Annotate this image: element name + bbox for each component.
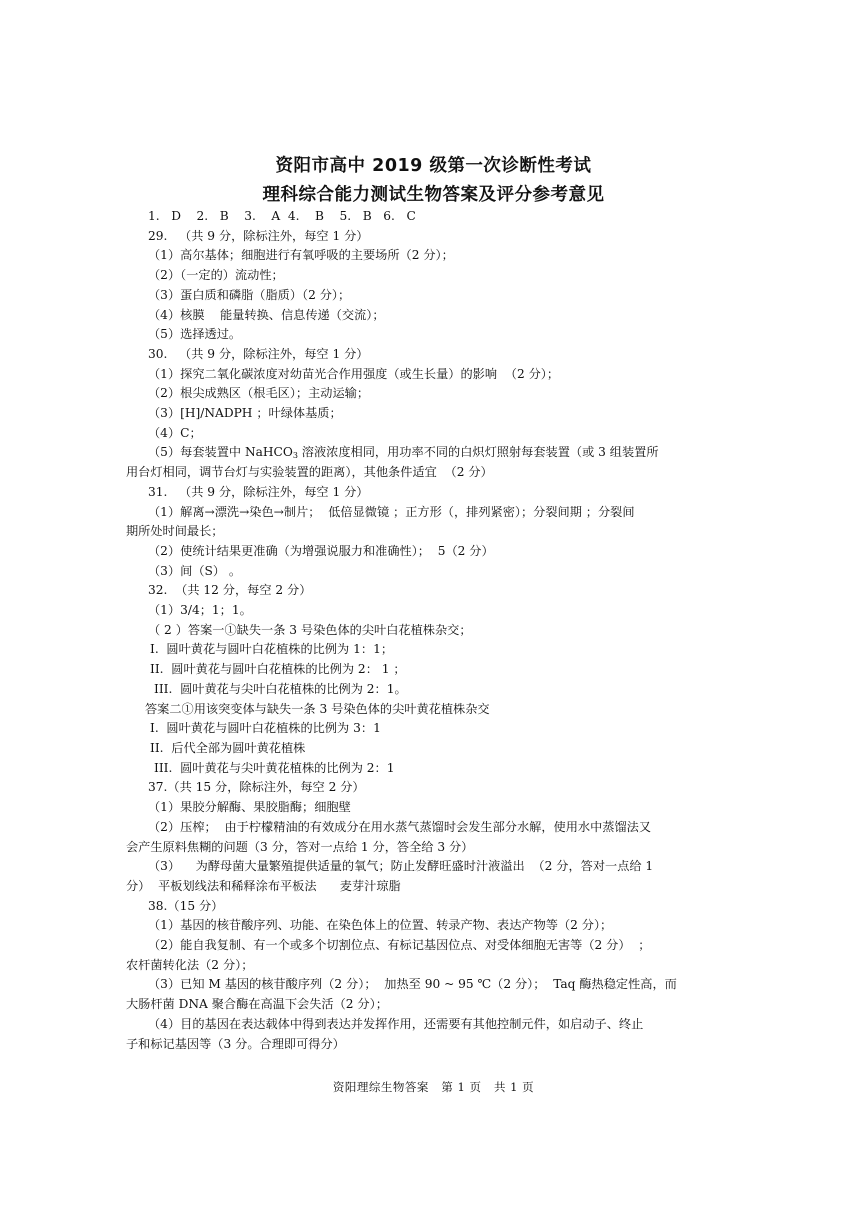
choice-answers: 1. D 2. B 3. A 4. B 5. B 6. C bbox=[148, 209, 416, 223]
q38-item-continued: 大肠杆菌 DNA 聚合酶在高温下会失活（2 分）； bbox=[126, 997, 388, 1012]
q37-header: 37.（共 15 分，除标注外，每空 2 分） bbox=[148, 780, 365, 795]
q29-item: （5）选择透过。 bbox=[148, 327, 242, 342]
q30-item5-post: 溶液浓度相同，用功率不同的白炽灯照射每套装置（或 3 组装置所 bbox=[297, 445, 659, 460]
q30-item5-subscript: 3 bbox=[292, 451, 298, 461]
q29-item: （3）蛋白质和磷脂（脂质）（2 分）； bbox=[148, 287, 351, 302]
answer-body bbox=[126, 207, 740, 1054]
q31-header: 31. （共 9 分，除标注外，每空 1 分） bbox=[148, 484, 369, 499]
q32-header: 32. （共 12 分，每空 2 分） bbox=[148, 583, 312, 598]
q30-item: （2）根尖成熟区（根毛区）；主动运输； bbox=[148, 386, 370, 401]
q31-item-continued: 期所处时间最长； bbox=[126, 524, 224, 539]
q30-item: （3）[H]/NADPH ；叶绿体基质； bbox=[148, 406, 342, 421]
q29-item: （1）高尔基体；细胞进行有氧呼吸的主要场所（2 分）； bbox=[148, 248, 454, 263]
q37-item-continued: 分） 平板划线法和稀释涂布平板法 麦芽汁琼脂 bbox=[126, 878, 401, 893]
q32-item: （ 2 ）答案一①缺失一条 3 号染色体的尖叶白花植株杂交； bbox=[148, 622, 472, 637]
q32-plan2-result: III. 圆叶黄花与尖叶黄花植株的比例为 2：1 bbox=[154, 760, 395, 775]
q30-item: （4）C； bbox=[148, 425, 202, 440]
q31-item: （2）使统计结果更准确（为增强说服力和准确性）； 5（2 分） bbox=[148, 543, 494, 558]
q32-item: （1）3/4；1；1。 bbox=[148, 603, 252, 618]
q32-plan1-result: II. 圆叶黄花与圆叶白花植株的比例为 2： 1 ； bbox=[150, 662, 406, 677]
q38-item: （1）基因的核苷酸序列、功能、在染色体上的位置、转录产物、表达产物等（2 分）； bbox=[148, 918, 613, 933]
q32-plan1-result: I. 圆叶黄花与圆叶白花植株的比例为 1：1； bbox=[150, 642, 394, 657]
q38-item-continued: 农杆菌转化法（2 分）； bbox=[126, 957, 254, 972]
q38-item: （4）目的基因在表达载体中得到表达并发挥作用，还需要有其他控制元件，如启动子、终止 bbox=[148, 1016, 644, 1031]
q38-item-continued: 子和标记基因等（3 分。合理即可得分） bbox=[126, 1036, 345, 1051]
q38-item: （3）已知 M 基因的核苷酸序列（2 分）； 加热至 90 ~ 95 ℃（2 分）； Taq 酶热稳定性高，而 bbox=[148, 977, 677, 992]
q37-item: （3） 为酵母菌大量繁殖提供适量的氧气；防止发酵旺盛时汁液溢出 （2 分，答对一点给 1 bbox=[148, 859, 654, 874]
q29-item: （2）（一定的）流动性； bbox=[148, 268, 284, 283]
q30-item5-pre: （5）每套装置中 NaHCO bbox=[148, 445, 293, 460]
q32-plan2-header: 答案二①用该突变体与缺失一条 3 号染色体的尖叶黄花植株杂交 bbox=[145, 701, 490, 716]
q38-header: 38.（15 分） bbox=[148, 898, 224, 913]
q30-item5-continued: 用台灯相同，调节台灯与实验装置的距离），其他条件适宜 （2 分） bbox=[126, 465, 493, 480]
q37-item: （1）果胶分解酶、果胶脂酶；细胞壁 bbox=[148, 800, 351, 815]
q29-header: 29. （共 9 分，除标注外，每空 1 分） bbox=[148, 228, 369, 243]
document-title: 资阳市高中 2019 级第一次诊断性考试 bbox=[275, 156, 592, 176]
q38-item: （2）能自我复制、有一个或多个切割位点、有标记基因位点、对受体细胞无害等（2 分） ； bbox=[148, 938, 651, 953]
q32-plan2-result: I. 圆叶黄花与圆叶白花植株的比例为 3：1 bbox=[150, 721, 381, 736]
page-footer: 资阳理综生物答案 第 1 页 共 1 页 bbox=[332, 1080, 535, 1094]
document-subtitle: 理科综合能力测试生物答案及评分参考意见 bbox=[262, 185, 605, 205]
q32-plan2-result: II. 后代全部为圆叶黄花植株 bbox=[150, 740, 306, 755]
q31-item: （1）解离→漂洗→染色→制片； 低倍显微镜 ；正方形（，排列紧密）；分裂间期 ；分裂间 bbox=[148, 504, 635, 519]
q30-header: 30. （共 9 分，除标注外，每空 1 分） bbox=[148, 346, 369, 361]
q31-item: （3）间（S） 。 bbox=[148, 563, 242, 578]
q30-item: （1）探究二氧化碳浓度对幼苗光合作用强度（或生长量）的影响 （2 分）； bbox=[148, 366, 560, 381]
q37-item-continued: 会产生原料焦糊的问题（3 分，答对一点给 1 分，答全给 3 分） bbox=[126, 839, 474, 854]
q29-item: （4）核膜 能量转换、信息传递（交流）； bbox=[148, 307, 385, 322]
q30-item-5 bbox=[126, 443, 740, 463]
q37-item: （2）压榨； 由于柠檬精油的有效成分在用水蒸气蒸馏时会发生部分水解，使用水中蒸馏法又 bbox=[148, 819, 652, 834]
q32-plan1-result: III. 圆叶黄花与尖叶白花植株的比例为 2：1。 bbox=[154, 681, 407, 696]
